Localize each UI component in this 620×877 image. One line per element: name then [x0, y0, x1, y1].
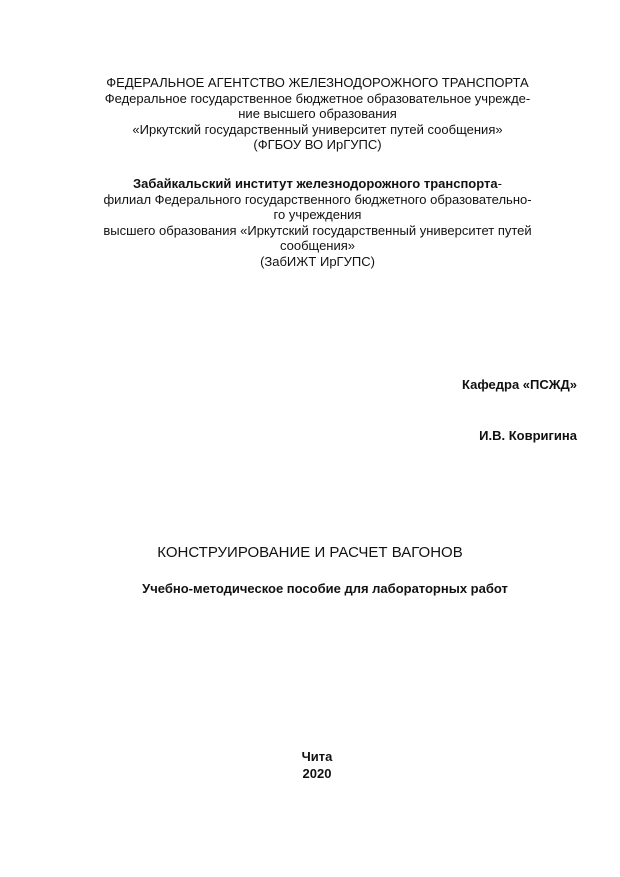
university-abbreviation: (ФГБОУ ВО ИрГУПС) — [253, 137, 382, 152]
year: 2020 — [302, 766, 332, 781]
branch-type-line-1: филиал Федерального государственного бюджетного образовательно- — [103, 191, 532, 207]
branch-header — [70, 176, 565, 269]
branch-type-line-3: высшего образования «Иркутский государственный университет путей — [103, 222, 532, 238]
city: Чита — [301, 749, 333, 764]
publication-info — [0, 748, 620, 782]
university-name: «Иркутский государственный университет путей сообщения» — [132, 121, 503, 137]
branch-abbreviation: (ЗабИЖТ ИрГУПС) — [260, 253, 375, 269]
agency-name: ФЕДЕРАЛЬНОЕ АГЕНТСТВО ЖЕЛЕЗНОДОРОЖНОГО ТРАНСПОРТА — [106, 75, 529, 90]
university-type-line-1: Федеральное государственное бюджетное образовательное учрежде- — [104, 90, 531, 106]
university-type-line-2: ние высшего образования — [238, 106, 397, 121]
document-title: КОНСТРУИРОВАНИЕ И РАСЧЕТ ВАГОНОВ — [157, 544, 463, 561]
author: И.В. Ковригина — [479, 428, 577, 443]
branch-type-line-4: сообщения» — [279, 238, 356, 253]
branch-type-line-2: го учреждения — [273, 207, 362, 222]
agency-header — [70, 75, 565, 153]
branch-name: Забайкальский институт железнодорожного транспорта- — [133, 176, 502, 191]
document-subtitle: Учебно-методическое пособие для лабораторных работ — [142, 581, 508, 596]
department: Кафедра «ПСЖД» — [462, 377, 577, 392]
